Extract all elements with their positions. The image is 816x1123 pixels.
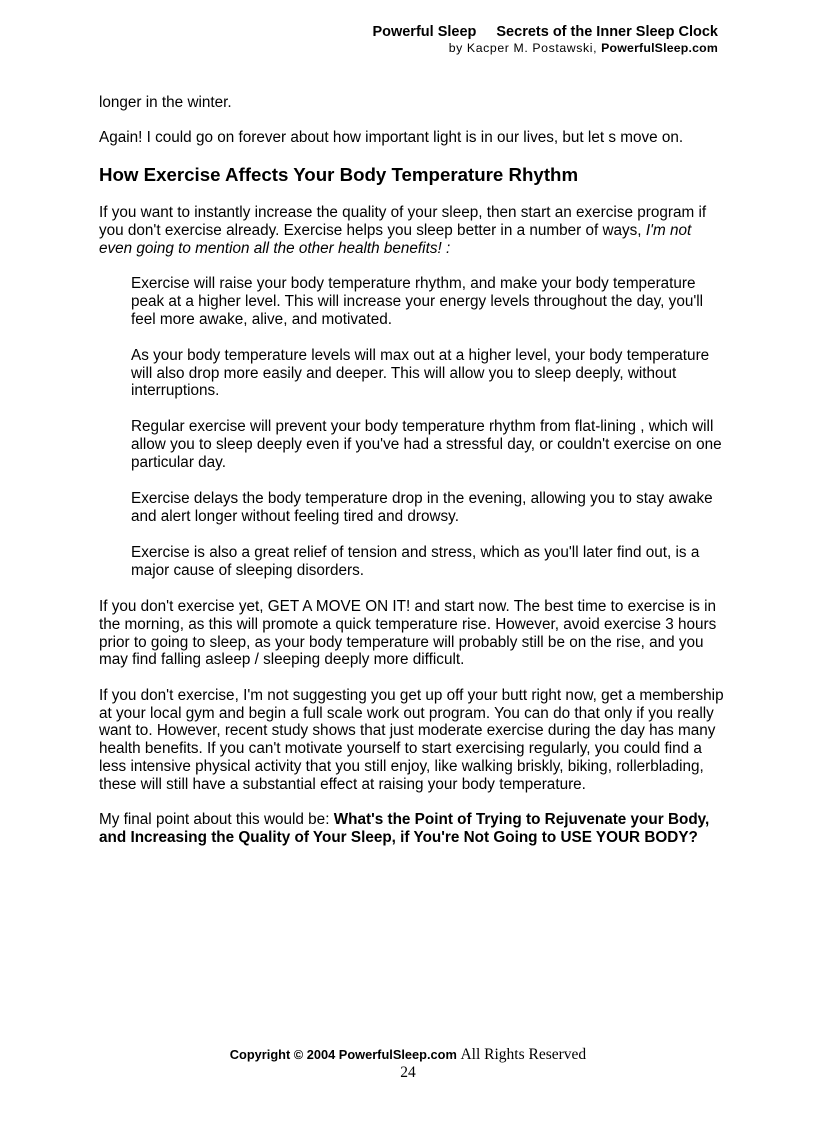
paragraph-moderate-exercise: If you don't exercise, I'm not suggesting you get up off your butt right now, get a membership at your local gym and begin a full scale work out program. You can do that only if you really want to. However, recent study shows that just moderate exercise during the day has many health benefits. If you can't motivate yourself to start exercising regularly, you could find a less intensive physical activity that you still enjoy, like walking briskly, biking, rollerblading, these will still have a substantial effect at raising your body temperature. — [99, 686, 724, 794]
header-website: PowerfulSleep.com — [601, 41, 718, 55]
paragraph-intro — [99, 204, 724, 258]
benefit-item: Exercise is also a great relief of tension and stress, which as you'll later find out, is a major cause of sleeping disorders. — [131, 543, 700, 579]
paragraph-continuation: longer in the winter. — [99, 94, 232, 111]
rights-text: All Rights Reserved — [460, 1046, 587, 1063]
intro-italic: I'm not even going to mention all the other health benefits! : — [99, 221, 692, 257]
paragraph-get-moving: If you don't exercise yet, GET A MOVE ON IT! and start now. The best time to exercise is in the morning, as this will promote a quick temperature rise. However, avoid exercise 3 hours prior to going to sleep, as your body temperature will probably still be on the rise, and you may find falling asleep / sleeping deeply more difficult. — [99, 597, 717, 669]
benefit-item: Exercise delays the body temperature drop in the evening, allowing you to stay awake and alert longer without feeling tired and drowsy. — [131, 490, 713, 525]
benefit-item: Regular exercise will prevent your body temperature rhythm from flat-lining , which will allow you to sleep deeply even if you've had a stressful day, or couldn't exercise on one particular day. — [131, 418, 722, 472]
book-subtitle: Secrets of the Inner Sleep Clock — [496, 24, 718, 40]
header-title-line — [372, 24, 718, 41]
page-footer — [0, 1046, 816, 1082]
page-content — [99, 94, 724, 864]
header-byline — [372, 41, 718, 56]
section-heading: How Exercise Affects Your Body Temperature Rhythm — [99, 164, 579, 186]
final-point-text: My final point about this would be: — [99, 811, 334, 829]
page-number: 24 — [400, 1064, 416, 1081]
paragraph-final-point — [99, 811, 724, 847]
paragraph-light: Again! I could go on forever about how important light is in our lives, but let s move on. — [99, 129, 684, 147]
copyright-text: Copyright © 2004 PowerfulSleep.com — [229, 1047, 457, 1062]
book-title: Powerful Sleep — [372, 24, 477, 40]
page-header — [372, 24, 718, 56]
benefit-item: Exercise will raise your body temperature rhythm, and make your body temperature peak at a higher level. This will increase your energy levels throughout the day, you'll feel more awake, alive, and motivated. — [131, 274, 704, 328]
benefit-list — [99, 275, 724, 580]
author-credit: by Kacper M. Postawski, — [448, 41, 598, 55]
benefit-item: As your body temperature levels will max out at a higher level, your body temperature will also drop more easily and deeper. This will allow you to sleep deeply, without interruptions. — [131, 346, 710, 400]
copyright-line — [0, 1046, 816, 1064]
intro-text: If you want to instantly increase the quality of your sleep, then start an exercise program if you don't exercise already. Exercise helps you sleep better in a number of ways, — [99, 203, 707, 239]
final-point-bold: What's the Point of Trying to Rejuvenate your Body, and Increasing the Quality of Your Sleep, if You're Not Going to USE YOUR BODY? — [99, 811, 710, 847]
